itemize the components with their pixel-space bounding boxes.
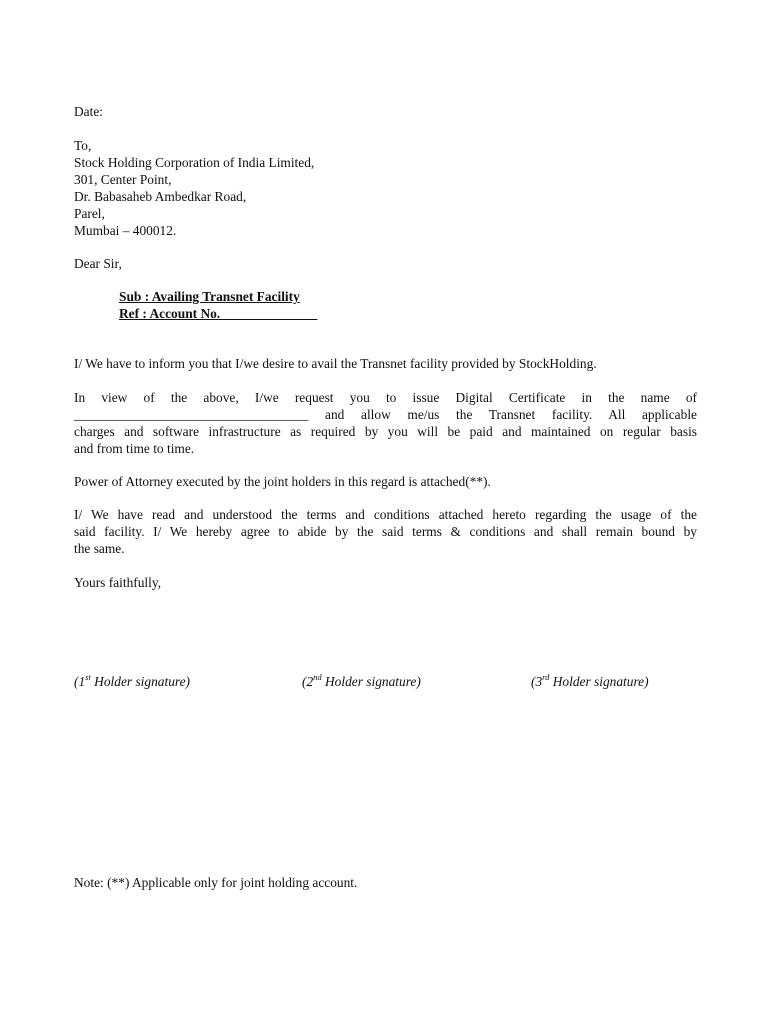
signature-3-ordinal: rd [542,672,550,682]
address-line-3: Parel, [74,205,105,221]
recipient-address [74,138,697,239]
address-line-2: Dr. Babasaheb Ambedkar Road, [74,188,247,204]
reference-line: Ref : Account No. ______________ [119,305,318,321]
paragraph-2 [74,390,697,458]
footnote-text: Note: (**) Applicable only for joint holding account. [74,875,358,890]
paragraph-2-line-2: ___________________________________ and allow me/us the Transnet facility. All applicable [74,406,697,422]
paragraph-2-line-4: and from time to time. [74,440,195,456]
signature-holder-2 [302,674,421,691]
salutation-text: Dear Sir, [74,256,122,271]
paragraph-4-line-3: the same. [74,540,125,556]
paragraph-3-text: Power of Attorney executed by the joint holders in this regard is attached(**). [74,474,491,489]
address-line-1: 301, Center Point, [74,171,172,187]
closing-text: Yours faithfully, [74,575,162,590]
signature-2-rest: Holder signature) [321,674,421,689]
paragraph-4 [74,507,697,558]
date-label: Date: [74,104,103,119]
signature-2-ordinal: nd [313,672,322,682]
signature-holder-1 [74,674,190,691]
address-company: Stock Holding Corporation of India Limited, [74,154,315,170]
subject-line: Sub : Availing Transnet Facility [119,289,300,304]
paragraph-4-line-2: said facility. I/ We hereby agree to abide by the said terms & conditions and shall remain bound by [74,523,697,539]
date-line [74,104,697,121]
address-to: To, [74,138,92,153]
paragraph-2-line-3: charges and software infrastructure as required by you will be paid and maintained on regular basis [74,423,697,439]
paragraph-3 [74,474,697,491]
signature-1-open: (1 [74,674,86,689]
signature-3-open: (3 [531,674,543,689]
footnote [74,875,697,892]
signature-2-open: (2 [302,674,314,689]
signature-1-rest: Holder signature) [90,674,191,689]
subject-block [119,289,317,323]
paragraph-1 [74,356,697,373]
salutation [74,256,697,273]
signature-1-ordinal: st [85,672,91,682]
paragraph-1-text: I/ We have to inform you that I/we desire to avail the Transnet facility provided by StockHolding. [74,356,597,371]
address-line-4: Mumbai – 400012. [74,222,177,238]
closing [74,575,697,592]
signature-3-rest: Holder signature) [549,674,649,689]
paragraph-2-line-1: In view of the above, I/we request you to issue Digital Certificate in the name of [74,390,697,405]
signature-holder-3 [531,674,649,691]
paragraph-4-line-1: I/ We have read and understood the terms and conditions attached hereto regarding the usage of the [74,507,697,522]
